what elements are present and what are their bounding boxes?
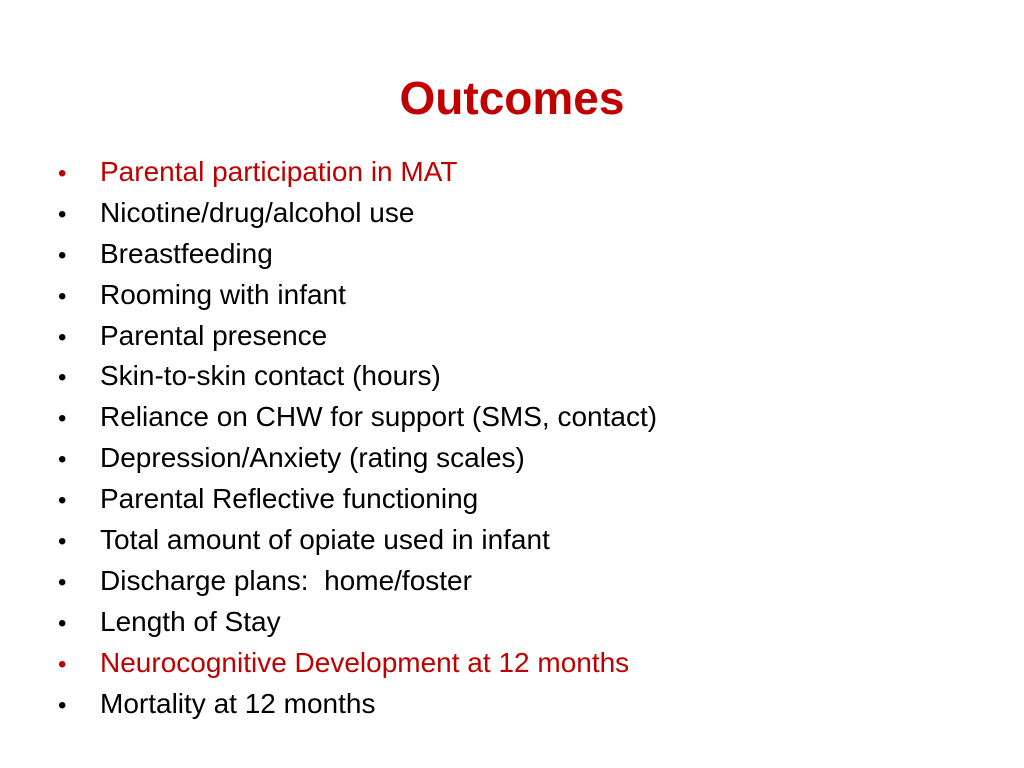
- bullet-item: [58, 684, 978, 725]
- bullet-icon: •: [58, 282, 67, 310]
- bullet-icon: •: [58, 241, 67, 269]
- bullet-icon: •: [58, 650, 67, 678]
- bullet-item: [58, 356, 978, 397]
- bullet-item: [58, 561, 978, 602]
- bullet-icon: •: [58, 405, 67, 433]
- bullet-icon: •: [58, 323, 67, 351]
- bullet-item: [58, 520, 978, 561]
- bullet-text: Length of Stay: [100, 605, 281, 637]
- bullet-icon: •: [58, 160, 67, 187]
- bullet-text: Breastfeeding: [100, 237, 273, 269]
- bullet-item: [58, 643, 978, 684]
- bullet-icon: •: [58, 364, 67, 392]
- bullet-text: Rooming with infant: [100, 278, 346, 310]
- bullet-item: [58, 602, 978, 643]
- bullet-text: Discharge plans: home/foster: [100, 564, 472, 596]
- bullet-icon: •: [58, 568, 67, 596]
- bullet-list: [58, 152, 978, 724]
- bullet-icon: •: [58, 609, 67, 637]
- slide-title: Outcomes: [399, 72, 625, 124]
- bullet-item: [58, 152, 978, 193]
- bullet-icon: •: [58, 446, 67, 474]
- bullet-item: [58, 193, 978, 234]
- bullet-text: Parental presence: [100, 319, 328, 351]
- bullet-item: [58, 397, 978, 438]
- bullet-item: [58, 275, 978, 316]
- bullet-item: [58, 479, 978, 520]
- bullet-icon: •: [58, 487, 67, 515]
- bullet-icon: •: [58, 200, 67, 228]
- bullet-text: Mortality at 12 months: [100, 687, 376, 719]
- bullet-text: Depression/Anxiety (rating scales): [100, 442, 525, 474]
- bullet-text: Parental Reflective functioning: [100, 483, 479, 515]
- bullet-icon: •: [58, 691, 67, 719]
- bullet-item: [58, 316, 978, 357]
- bullet-item: [58, 438, 978, 479]
- bullet-text: Reliance on CHW for support (SMS, contact): [100, 401, 658, 433]
- bullet-text: Skin-to-skin contact (hours): [100, 360, 441, 392]
- bullet-text: Nicotine/drug/alcohol use: [100, 196, 415, 228]
- bullet-item: [58, 234, 978, 275]
- bullet-text: Total amount of opiate used in infant: [100, 524, 550, 556]
- bullet-icon: •: [58, 528, 67, 556]
- bullet-text: Parental participation in MAT: [100, 156, 458, 187]
- bullet-text: Neurocognitive Development at 12 months: [100, 646, 630, 678]
